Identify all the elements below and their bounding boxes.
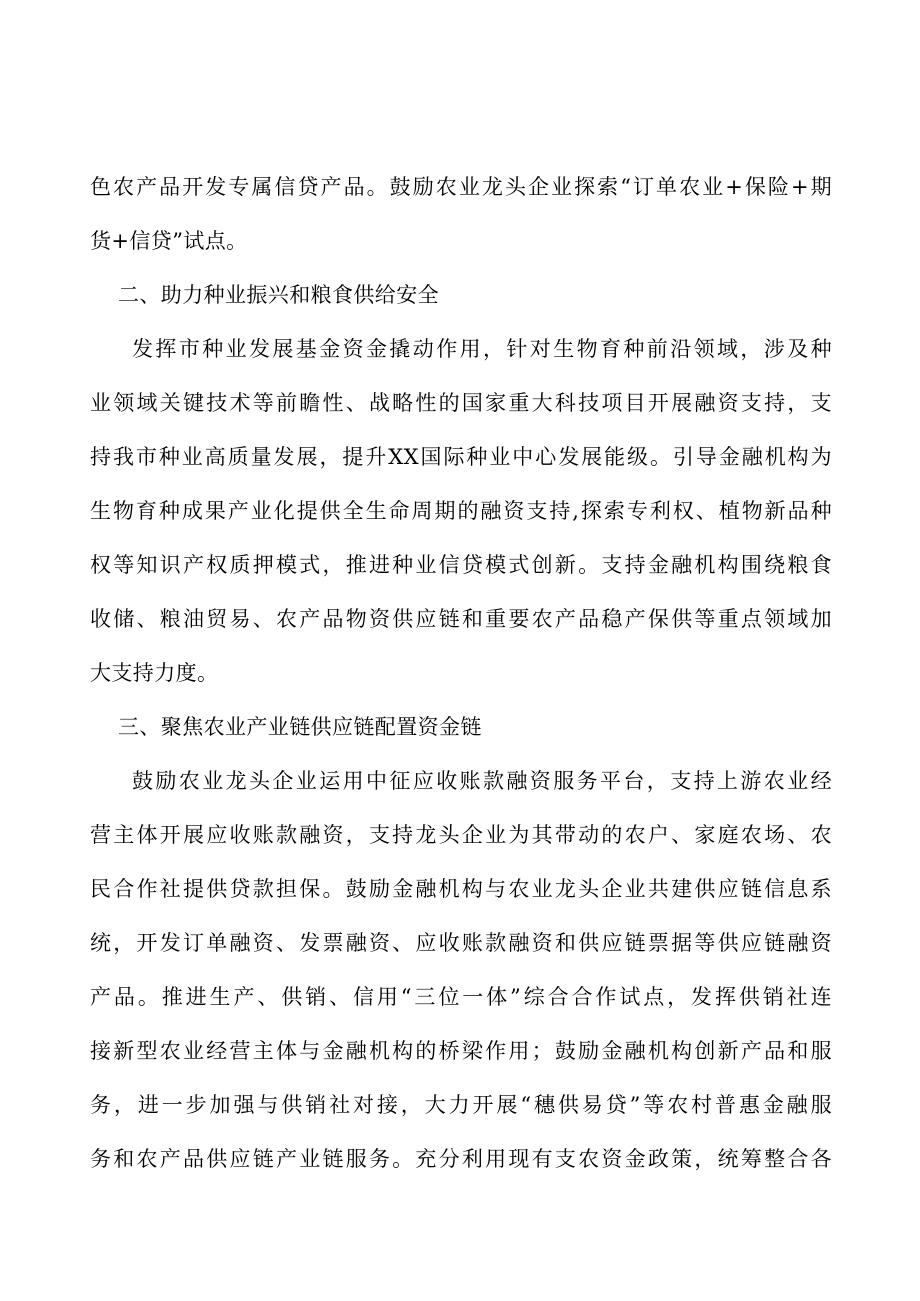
paragraph-line: 权等知识产权质押模式，推进种业信贷模式创新。支持金融机构围绕粮食 [90,553,832,577]
section-heading: 三、聚焦农业产业链供应链配置资金链 [118,715,482,739]
paragraph-line: 发挥市种业发展基金资金撬动作用，针对生物育种前沿领域，涉及种 [132,337,832,361]
section-heading: 二、助力种业振兴和粮食供给安全 [118,283,439,307]
paragraph-line: 务和农产品供应链产业链服务。充分利用现有支农资金政策，统筹整合各 [90,1147,832,1171]
paragraph-line: 持我市种业高质量发展，提升XX国际种业中心发展能级。引导金融机构为 [90,445,832,469]
paragraph-line: 产品。推进生产、供销、信用“三位一体”综合合作试点，发挥供销社连 [90,985,832,1009]
paragraph-line: 色农产品开发专属信贷产品。鼓励农业龙头企业探索“订单农业+保险+期 [90,175,832,199]
paragraph-line: 民合作社提供贷款担保。鼓励金融机构与农业龙头企业共建供应链信息系 [90,877,832,901]
paragraph-line: 营主体开展应收账款融资，支持龙头企业为其带动的农户、家庭农场、农 [90,823,832,847]
paragraph-line: 接新型农业经营主体与金融机构的桥梁作用；鼓励金融机构创新产品和服 [90,1039,832,1063]
paragraph-line: 务，进一步加强与供销社对接，大力开展“穗供易贷”等农村普惠金融服 [90,1093,832,1117]
paragraph-line: 生物育种成果产业化提供全生命周期的融资支持,探索专利权、植物新品种 [90,499,832,523]
paragraph-line: 统，开发订单融资、发票融资、应收账款融资和供应链票据等供应链融资 [90,931,832,955]
paragraph-line: 鼓励农业龙头企业运用中征应收账款融资服务平台，支持上游农业经 [132,769,832,793]
paragraph-line: 收储、粮油贸易、农产品物资供应链和重要农产品稳产保供等重点领域加 [90,607,832,631]
paragraph-line: 大支持力度。 [90,661,219,685]
paragraph-line: 货+信贷”试点。 [90,229,248,253]
paragraph-line: 业领域关键技术等前瞻性、战略性的国家重大科技项目开展融资支持，支 [90,391,832,415]
